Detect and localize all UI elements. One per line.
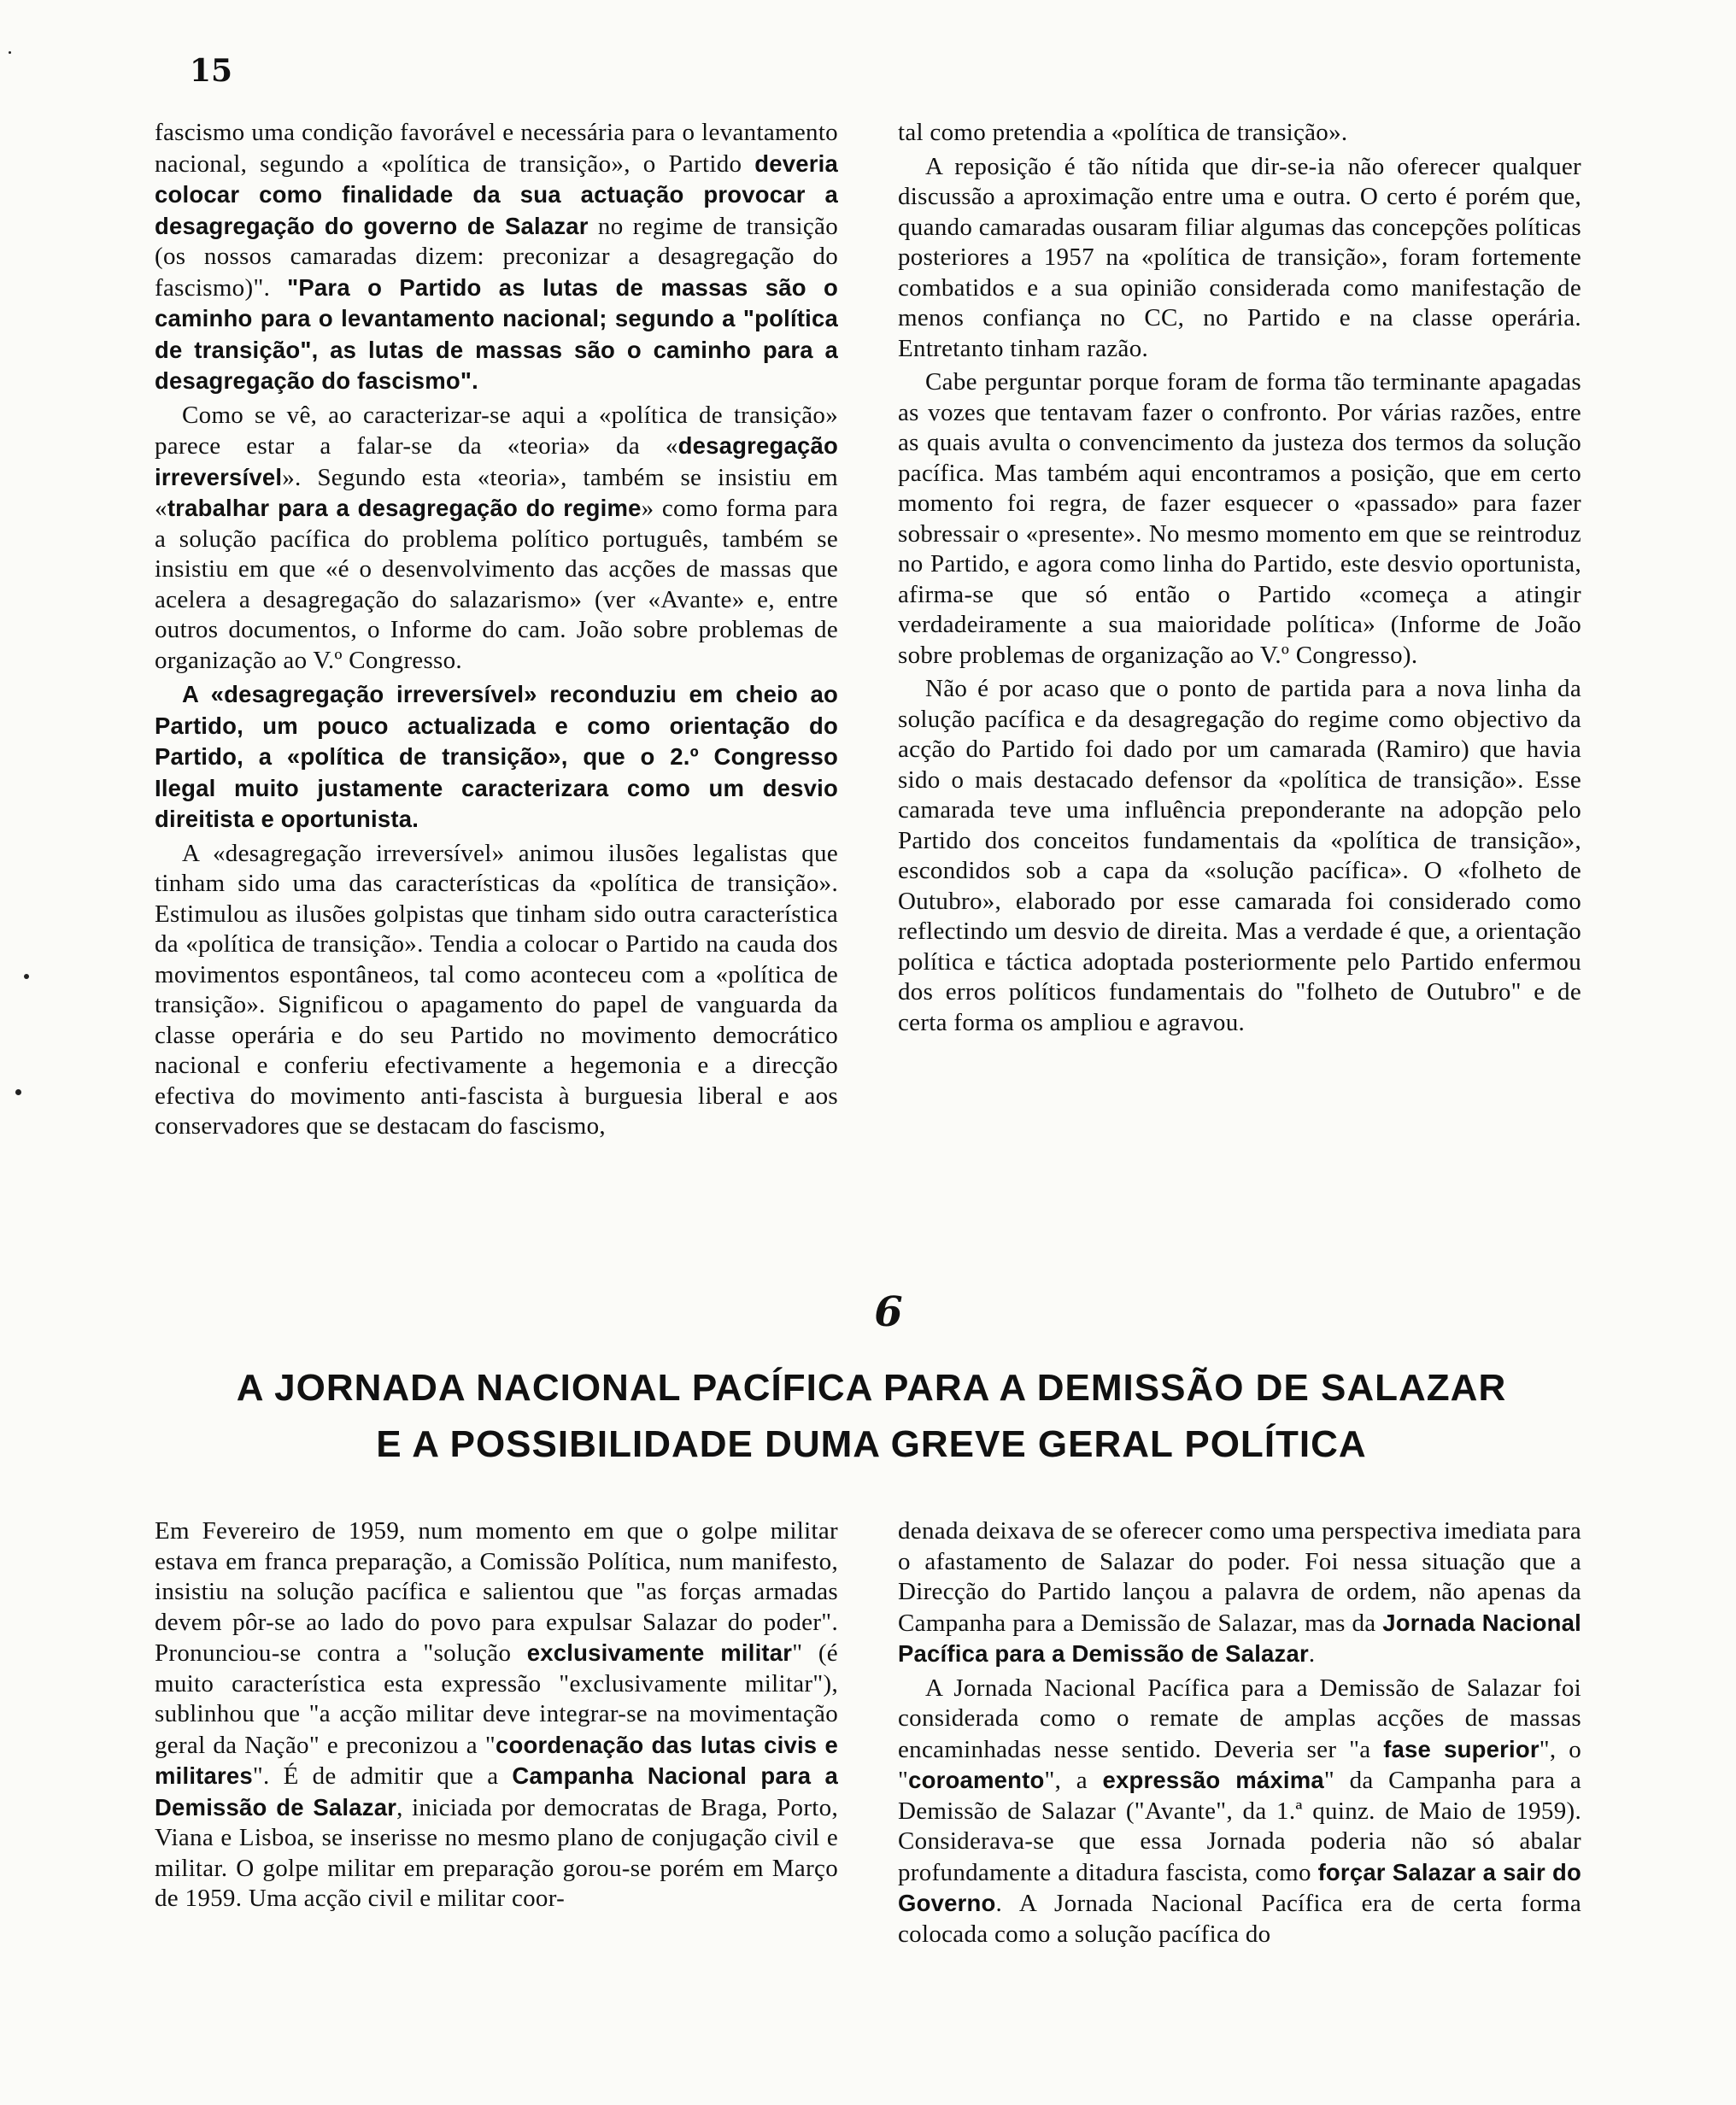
paragraph xyxy=(898,1516,1581,1670)
scan-speck xyxy=(24,974,29,979)
bold-text-run: "Para o Partido as lutas de massas são o caminho para o levantamento nacional; segundo a "política de transição", as lutas de massas são o caminho para a desagregação do fascismo". xyxy=(155,273,838,394)
bold-text-run: desagregação irreversível xyxy=(155,432,838,490)
text-run: A «desagregação irreversível» animou ilusões legalistas que tinham sido uma das características da «política de transição». Estimulou as ilusões golpistas que tinham sido outra característica da «política de transição». Tendia a colocar o Partido na cauda dos movimentos espontâneos, tal como aconteceu com a «política de transição». Significou o apagamento do papel de vanguarda da classe operária e do seu Partido no movimento democrático nacional e conferiu efectivamente a hegemonia e a direcção efectiva do movimento anti-fascista à burguesia liberal e aos conservadores que se destacam do fascismo, xyxy=(155,839,838,1140)
text-run: Cabe perguntar porque foram de forma tão terminante apagadas as vozes que tentavam fazer o confronto. Por várias razões, entre as quais avulta o convencimento da justeza dos termos da solução pacífica. Mas também aqui encontramos a posição, que em certo momento foi regra, de fazer esquecer o «passado» para fazer sobressair o «presente». No mesmo momento em que se reintroduz no Partido, e agora como linha do Partido, este desvio oportunista, afirma-se que só então o Partido «começa a atingir verdadeiramente a sua maioridade política» (Informe de João sobre problemas de organização ao V.º Congresso). xyxy=(898,368,1581,669)
text-run: Não é por acaso que o ponto de partida para a nova linha da solução pacífica e da desagregação do regime como objectivo da acção do Partido foi dado por um camarada (Ramiro) que havia sido o mais destacado defensor da «política de transição». Esse camarada teve uma influência preponderante na adopção pelo Partido dos conceitos fundamentais da «política de transição», escondidos sob a capa da «solução pacífica». O «folheto de Outubro», elaborado por esse camarada foi considerado como reflectindo um desvio de direita. Mas a verdade é que, a orientação política e táctica adoptada posteriormente pelo Partido enfermou dos erros políticos fundamentais do "folheto de Outubro" e de certa forma os ampliou e agravou. xyxy=(898,675,1581,1036)
bold-text-run: forçar Salazar a sair do Governo xyxy=(898,1858,1581,1916)
text-run: tal como pretendia a «política de transição». xyxy=(898,119,1348,146)
text-run: » como forma para a solução pacífica do problema político português, também se insistiu em que «é o desenvolvimento das acções de massas que acelera a desagregação do salazarismo» (ver «Avante» e, entre outros documentos, o Informe do cam. João sobre problemas de organização ao V.º Congresso. xyxy=(155,495,838,674)
paragraph xyxy=(155,118,838,397)
bold-text-run: deveria colocar como finalidade da sua actuação provocar a desagregação do governo de Salazar xyxy=(155,150,838,239)
bottom-left-column xyxy=(155,1516,838,1918)
page-number: 15 xyxy=(190,53,233,89)
text-run: Como se vê, ao caracterizar-se aqui a «política de transição» parece estar a falar-se da «teoria» da « xyxy=(155,401,838,460)
paragraph xyxy=(155,679,838,836)
text-run: A reposição é tão nítida que dir-se-ia não oferecer qualquer discussão a aproximação entre uma e outra. O certo é porém que, quando camaradas ousaram filiar algumas das concepções políticas posteriores a 1957 na «política de transição», foram fortemente combatidos e a sua opinião considerada como manifestação de menos confiança no CC, no Partido e na classe operária. Entretanto tinham razão. xyxy=(898,152,1581,362)
bold-text-run: exclusivamente militar xyxy=(526,1639,793,1666)
section-title-line-2: E A POSSIBILIDADE DUMA GREVE GERAL POLÍTICA xyxy=(376,1423,1367,1465)
text-run: ». Segundo esta «teoria», também se insistiu em « xyxy=(155,463,838,522)
text-run: denada deixava de se oferecer como uma perspectiva imediata para o afastamento de Salazar do poder. Foi nessa situação que a Direcção do Partido lançou a palavra de ordem, não apenas da Campanha para a Demissão de Salazar, mas da xyxy=(898,1517,1581,1637)
text-run: A Jornada Nacional Pacífica para a Demissão de Salazar foi considerada como o remate de amplas acções de massas encaminhadas nesse sentido. Deveria ser "a xyxy=(898,1674,1581,1763)
bold-text-run: trabalhar para a desagregação do regime xyxy=(167,495,642,521)
bold-text-run: coroamento xyxy=(908,1767,1045,1793)
section-title-line-1: A JORNADA NACIONAL PACÍFICA PARA A DEMISSÃO DE SALAZAR xyxy=(236,1367,1507,1409)
top-right-column xyxy=(898,118,1581,1041)
text-run: ", o " xyxy=(898,1735,1582,1794)
paragraph xyxy=(898,674,1581,1038)
paragraph xyxy=(155,1516,838,1914)
section-number: 6 xyxy=(874,1288,903,1336)
scan-speck xyxy=(9,51,11,54)
text-run: Em Fevereiro de 1959, num momento em que o golpe militar estava em franca preparação, a Comissão Política, num manifesto, insistiu na solução pacífica e salientou que "as forças armadas devem pôr-se ao lado do povo para expulsar Salazar do poder". Pronunciou-se contra a "solução xyxy=(155,1517,838,1667)
text-run: ", a xyxy=(1044,1767,1103,1794)
text-run: no regime de transição (os nossos camaradas dizem: preconizar a desagregação do fascismo)". xyxy=(155,212,838,302)
paragraph xyxy=(898,152,1581,365)
top-left-column xyxy=(155,118,838,1146)
bold-text-run: Campanha Nacional para a Demissão de Salazar xyxy=(155,1762,838,1821)
text-run: ". É de admitir que a xyxy=(252,1762,513,1790)
paragraph xyxy=(155,401,838,677)
paragraph xyxy=(898,118,1581,149)
paragraph xyxy=(898,1674,1581,1950)
paragraph xyxy=(898,367,1581,671)
scan-speck xyxy=(15,1089,21,1095)
bold-text-run: expressão máxima xyxy=(1102,1767,1324,1793)
text-run: " da Campanha para a Demissão de Salazar ("Avante", da 1.ª quinz. de Maio de 1959). Considerava-se que essa Jornada poderia não só abalar profundamente a ditadura fascista, como xyxy=(898,1767,1581,1886)
paragraph xyxy=(155,839,838,1142)
text-run: . A Jornada Nacional Pacífica era de certa forma colocada como a solução pacífica do xyxy=(898,1890,1581,1948)
text-run: fascismo uma condição favorável e necessária para o levantamento nacional, segundo a «política de transição», o Partido xyxy=(155,119,838,178)
text-run: . xyxy=(1308,1640,1316,1668)
bold-text-run: A «desagregação irreversível» reconduziu em cheio ao Partido, um pouco actualizada e como orientação do Partido, a «política de transição», que o 2.º Congresso Ilegal muito justamente caracterizara como um desvio direitista e oportunista. xyxy=(155,681,838,832)
text-run: , iniciada por democratas de Braga, Porto, Viana e Lisboa, se inserisse no mesmo plano de conjugação civil e militar. O golpe militar em preparação gorou-se porém em Março de 1959. Uma acção civil e militar coor- xyxy=(155,1793,839,1912)
bold-text-run: fase superior xyxy=(1383,1735,1540,1762)
bold-text-run: coordenação das lutas civis e militares xyxy=(155,1731,839,1789)
text-run: " (é muito característica esta expressão "exclusivamente militar"), sublinhou que "a acção militar deve integrar-se na movimentação geral da Nação" e preconizou a " xyxy=(155,1639,838,1759)
bottom-right-column xyxy=(898,1516,1581,1953)
bold-text-run: Jornada Nacional Pacífica para a Demissão de Salazar xyxy=(898,1609,1581,1667)
